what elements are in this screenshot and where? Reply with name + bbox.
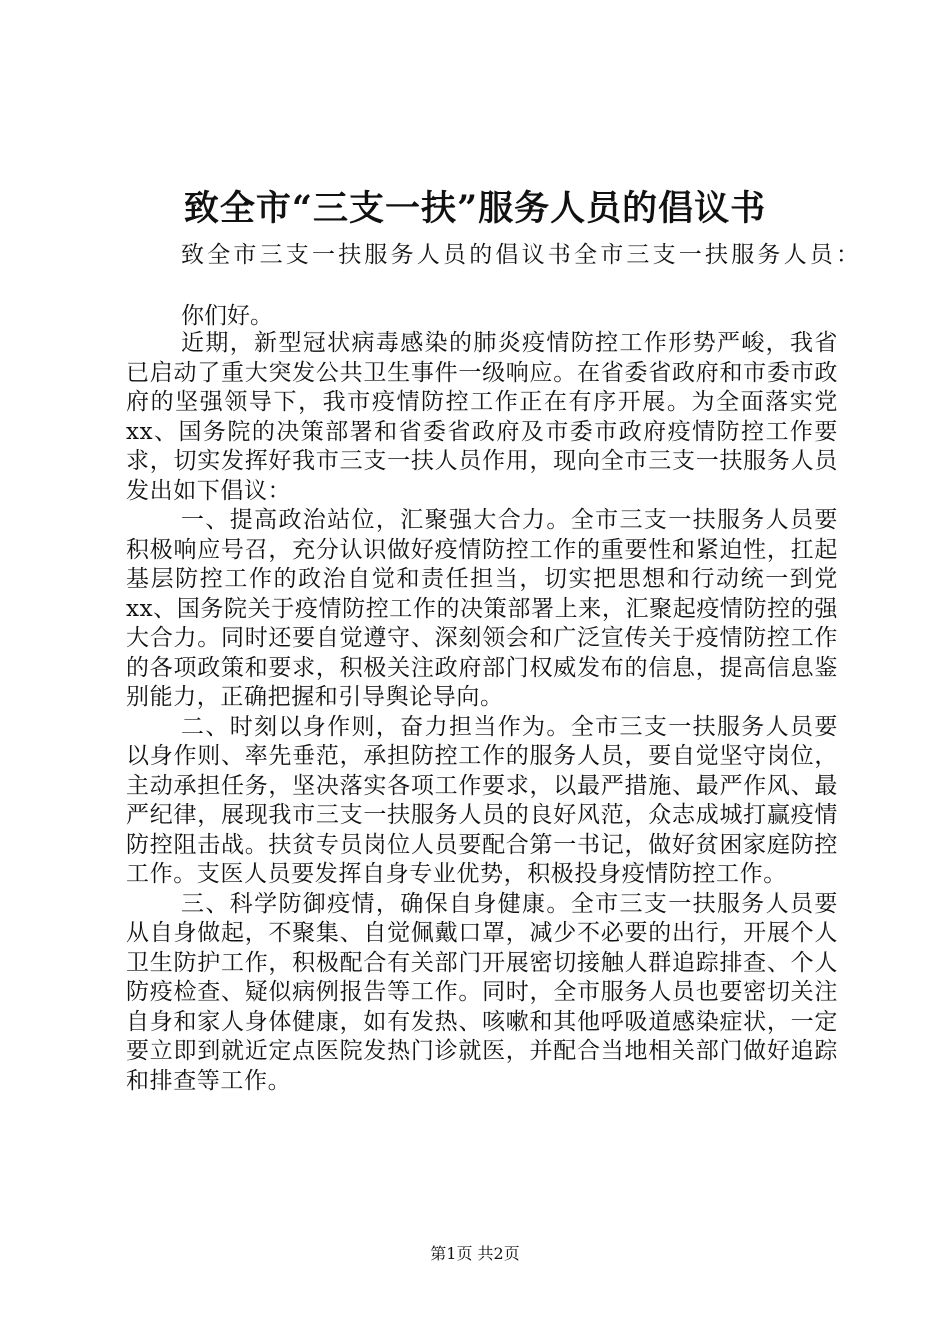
page-number-footer: 第1页 共2页	[430, 1244, 520, 1263]
paragraph-point-2: 二、时刻以身作则，奋力担当作为。全市三支一扶服务人员要以身作则、率先垂范，承担防控工作的服务人员，要自觉坚守岗位，主动承担任务，坚决落实各项工作要求，以最严措施、最严作风、最严纪律，展现我市三支一扶服务人员的良好风范，众志成城打赢疫情防控阻击战。扶贫专员岗位人员要配合第一书记，做好贫困家庭防控工作。支医人员要发挥自身专业优势，积极投身疫情防控工作。	[126, 713, 838, 887]
paragraph-intro: 近期，新型冠状病毒感染的肺炎疫情防控工作形势严峻，我省已启动了重大突发公共卫生事件一级响应。在省委省政府和市委市政府的坚强领导下，我市疫情防控工作正在有序开展。为全面落实党xx、国务院的决策部署和省委省政府及市委市政府疫情防控工作要求，切实发挥好我市三支一扶人员作用，现向全市三支一扶服务人员发出如下倡议：	[126, 330, 838, 504]
paragraph-point-1: 一、提高政治站位，汇聚强大合力。全市三支一扶服务人员要积极响应号召，充分认识做好疫情防控工作的重要性和紧迫性，扛起基层防控工作的政治自觉和责任担当，切实把思想和行动统一到党xx、国务院关于疫情防控工作的决策部署上来，汇聚起疫情防控的强大合力。同时还要自觉遵守、深刻领会和广泛宣传关于疫情防控工作的各项政策和要求，积极关注政府部门权威发布的信息，提高信息鉴别能力，正确把握和引导舆论导向。	[126, 507, 838, 710]
document-subtitle: 致全市三支一扶服务人员的倡议书全市三支一扶服务人员：	[181, 242, 863, 268]
document-title: 致全市“三支一扶”服务人员的倡议书	[183, 188, 767, 229]
document-body	[126, 329, 838, 1096]
paragraph-point-3: 三、科学防御疫情，确保自身健康。全市三支一扶服务人员要从自身做起，不聚集、自觉佩戴口罩，减少不必要的出行，开展个人卫生防护工作，积极配合有关部门开展密切接触人群追踪排查、个人防疫检查、疑似病例报告等工作。同时，全市服务人员也要密切关注自身和家人身体健康，如有发热、咳嗽和其他呼吸道感染症状，一定要立即到就近定点医院发热门诊就医，并配合当地相关部门做好追踪和排查等工作。	[126, 890, 838, 1094]
greeting-line: 你们好。	[181, 303, 273, 329]
